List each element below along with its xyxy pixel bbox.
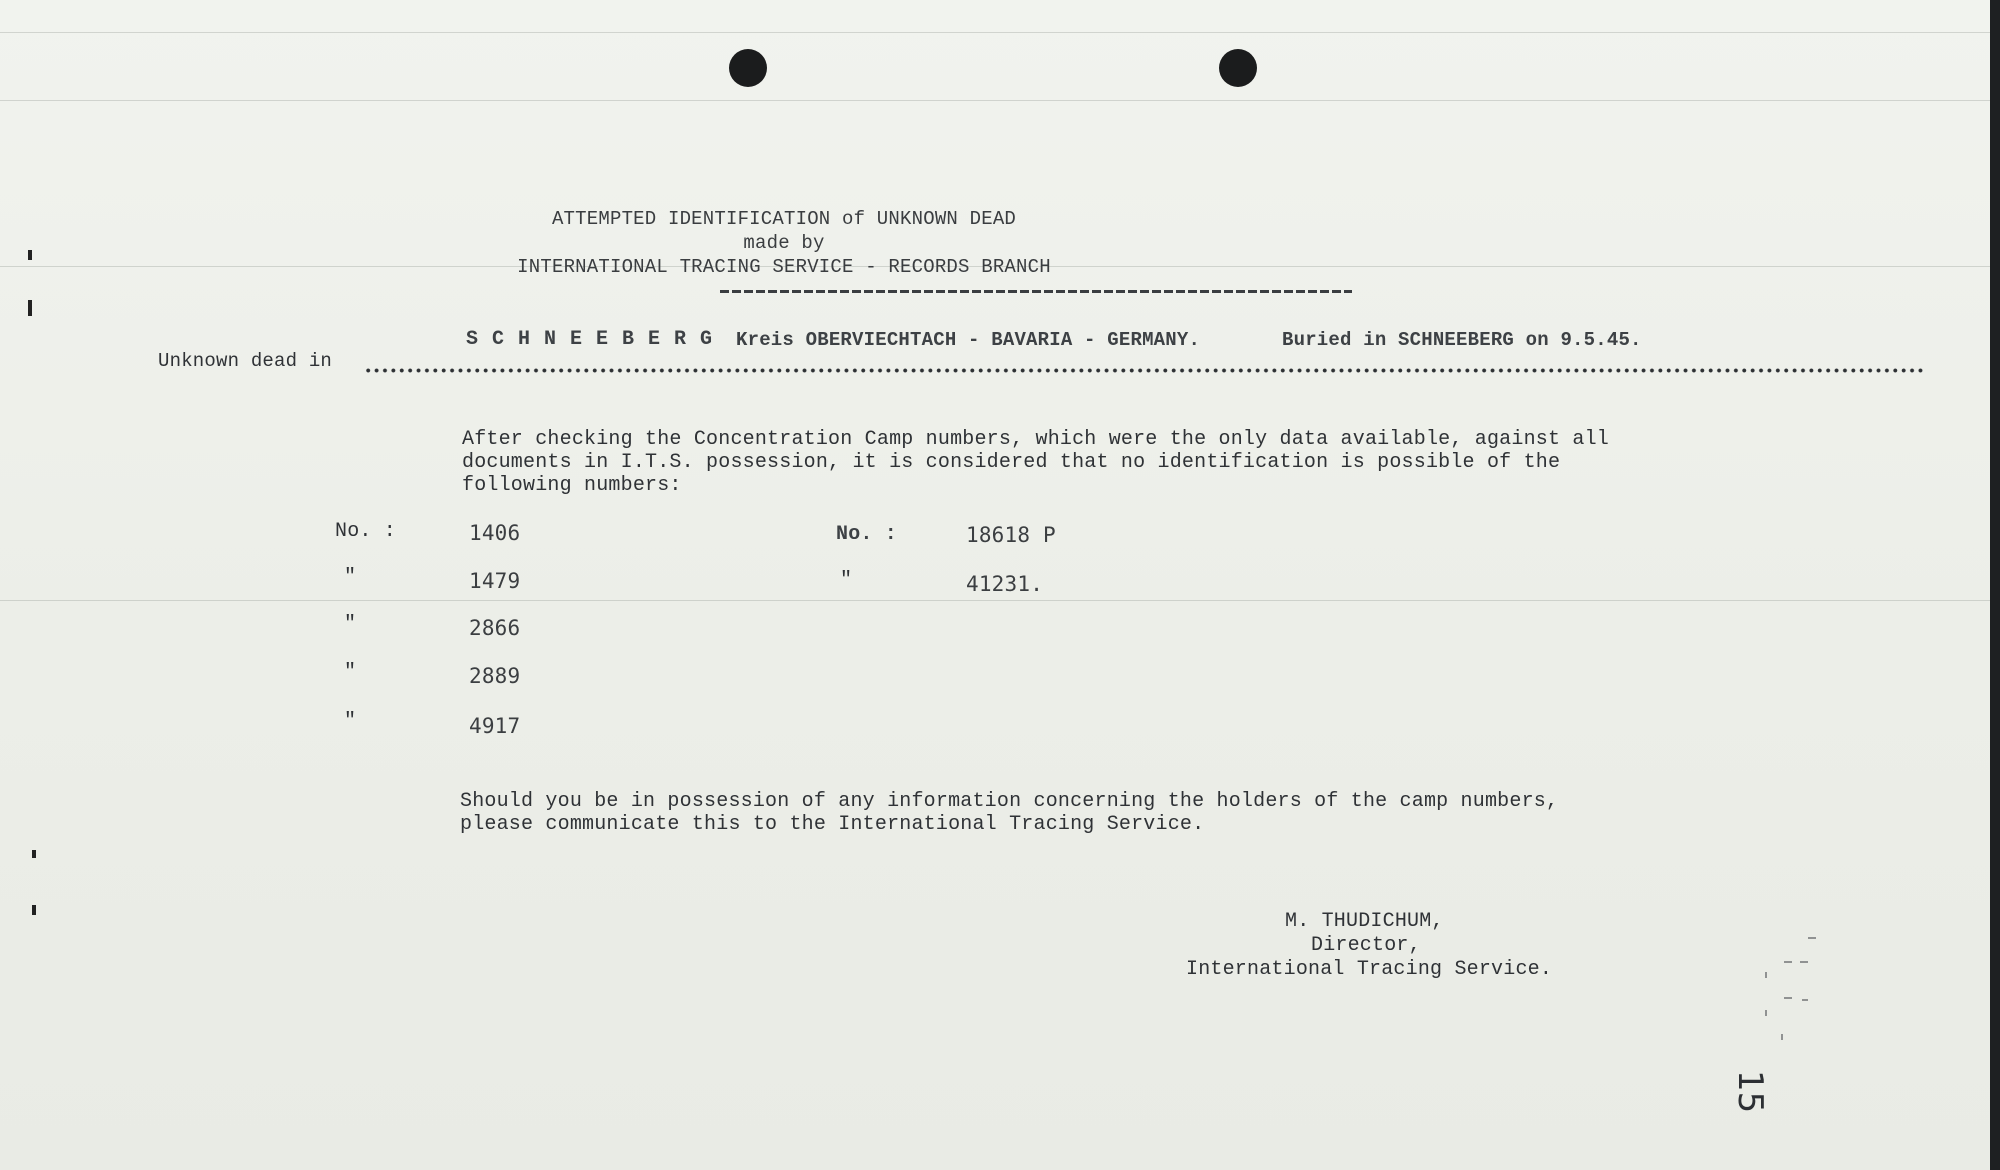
edge-mark bbox=[32, 850, 36, 858]
burial-info: Buried in SCHNEEBERG on 9.5.45. bbox=[1282, 329, 1642, 351]
signatory-organization: International Tracing Service. bbox=[1186, 958, 1553, 981]
paragraph-line: following numbers: bbox=[462, 474, 682, 497]
issuing-branch: INTERNATIONAL TRACING SERVICE - RECORDS BRANCH bbox=[517, 256, 1051, 278]
camp-number: 2889 bbox=[469, 664, 521, 688]
edge-mark bbox=[32, 905, 36, 915]
page-number: 15 bbox=[1730, 1070, 1770, 1114]
paper-fold-line bbox=[0, 600, 1990, 601]
scan-edge bbox=[1990, 0, 2000, 1170]
signatory-title: Director, bbox=[1311, 934, 1421, 957]
location-place: S C H N E E B E R G bbox=[466, 328, 714, 351]
ditto-mark: " bbox=[344, 613, 357, 636]
paragraph-line: After checking the Concentration Camp numbers, which were the only data available, against all bbox=[462, 428, 1609, 451]
number-label: No. : bbox=[836, 523, 898, 546]
paper-fold-line bbox=[0, 32, 1990, 33]
edge-mark bbox=[28, 300, 32, 316]
camp-number: 2866 bbox=[469, 616, 521, 640]
camp-number: 18618 P bbox=[966, 523, 1056, 547]
paragraph-line: Should you be in possession of any information concerning the holders of the camp numbers, bbox=[460, 790, 1559, 813]
ditto-mark: " bbox=[344, 566, 357, 589]
faint-stamp-marks bbox=[1762, 930, 1822, 1050]
signatory-name: M. THUDICHUM, bbox=[1285, 910, 1444, 933]
number-label: No. : bbox=[335, 520, 397, 543]
ditto-mark: " bbox=[840, 569, 853, 592]
paper-fold-line bbox=[0, 100, 1990, 101]
document-title: ATTEMPTED IDENTIFICATION of UNKNOWN DEAD bbox=[551, 208, 1017, 230]
paragraph-line: documents in I.T.S. possession, it is considered that no identification is possible of the bbox=[462, 451, 1561, 474]
ditto-mark: " bbox=[344, 661, 357, 684]
ditto-mark: " bbox=[344, 710, 357, 733]
punch-hole bbox=[1219, 49, 1257, 87]
location-details: Kreis OBERVIECHTACH - BAVARIA - GERMANY. bbox=[736, 329, 1201, 351]
dotted-leader-line bbox=[364, 368, 1924, 373]
paragraph-line: please communicate this to the International Tracing Service. bbox=[460, 813, 1205, 836]
camp-number: 41231. bbox=[966, 572, 1044, 596]
camp-number: 1406 bbox=[469, 521, 521, 545]
unknown-dead-label: Unknown dead in bbox=[158, 350, 333, 372]
heading-underline bbox=[720, 290, 1352, 293]
camp-number: 4917 bbox=[469, 714, 521, 738]
punch-hole bbox=[729, 49, 767, 87]
document-subtitle: made by bbox=[743, 232, 825, 254]
camp-number: 1479 bbox=[469, 569, 521, 593]
